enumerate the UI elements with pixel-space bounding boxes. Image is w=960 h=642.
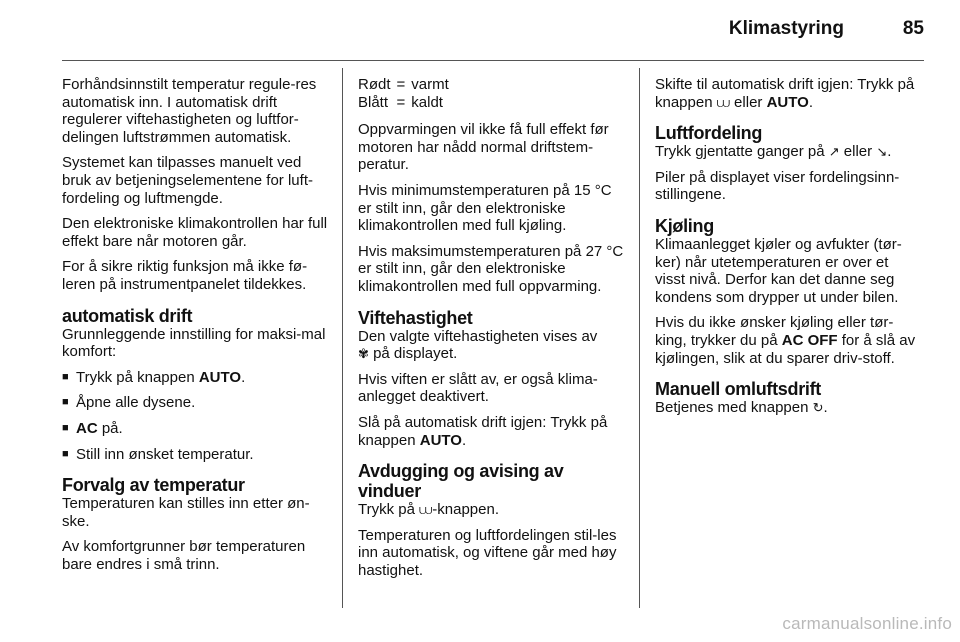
text: Trykk på knappen [76, 368, 199, 386]
text: . [887, 143, 892, 161]
column-3 [655, 76, 921, 425]
list-item [62, 420, 328, 438]
paragraph: Forhåndsinnstilt temperatur regule-res automatisk inn. I automatisk drift regulerer viftehastigheten og luftfor-delingen luftstrømmen automatisk. [62, 76, 317, 146]
legend-eq: = [396, 93, 406, 111]
text: Still inn ønsket temperatur. [76, 445, 254, 463]
paragraph: Piler på displayet viser fordelingsinn-stillingene. [655, 168, 900, 204]
text: . [241, 368, 246, 386]
paragraph: Grunnleggende innstilling for maksi-mal komfort: [62, 325, 326, 361]
paragraph [655, 399, 921, 417]
bullet-icon: ■ [62, 396, 69, 409]
watermark: carmanualsonline.info [782, 614, 952, 633]
paragraph: Temperaturen og luftfordelingen stil-les inn automatisk, og viftene går med høy hastighet. [358, 526, 617, 579]
text: Trykk på [358, 501, 420, 519]
paragraph: For å sikre riktig funksjon må ikke fø-leren på instrumentpanelet tildekkes. [62, 258, 308, 293]
text: eller [839, 143, 877, 161]
text: på displayet. [368, 345, 458, 363]
section-heading-fan: Viftehastighet [358, 307, 473, 328]
air-distribution-down-icon: ↘ [876, 144, 888, 160]
legend-key: Blått [358, 93, 389, 111]
header-rule [62, 60, 924, 61]
list-item [62, 394, 328, 412]
paragraph [655, 143, 921, 161]
auto-label: AUTO [766, 93, 809, 111]
text: Slå på automatisk drift igjen: Trykk på knappen [358, 413, 608, 449]
text: Den valgte viftehastigheten vises av [358, 327, 598, 345]
ac-label: AC [76, 419, 98, 437]
bullet-icon: ■ [62, 447, 69, 460]
auto-label: AUTO [419, 431, 462, 449]
ac-off-label: AC OFF [781, 331, 838, 349]
bullet-icon: ■ [62, 421, 69, 434]
paragraph: Systemet kan tilpasses manuelt ved bruk av betjeningselementene for luft-fordeling og luftmengde. [62, 154, 313, 207]
text: eller [729, 93, 767, 111]
section-heading-preset: Forvalg av temperatur [62, 475, 245, 496]
legend-value: kaldt [411, 93, 443, 111]
air-distribution-up-icon: ↗ [828, 144, 840, 160]
section-heading-distribution: Luftfordeling [655, 123, 763, 144]
auto-label: AUTO [198, 368, 242, 386]
section-heading-auto: automatisk drift [62, 305, 193, 326]
section-heading-defog: Avdugging og avising av vinduer [358, 461, 564, 502]
legend-row [358, 76, 455, 94]
chapter-title: Klimastyring [728, 18, 844, 39]
paragraph [358, 328, 624, 363]
text: -knappen. [432, 501, 499, 519]
legend-key: Rødt [358, 76, 391, 93]
paragraph: Klimaanlegget kjøler og avfukter (tør-ker) når utetemperaturen er over et visst nivå. Derfor kan det danne seg kondens som drypper ut under bilen. [655, 235, 902, 306]
list-item [62, 446, 328, 464]
legend-row [358, 94, 455, 112]
column-2 [358, 76, 624, 587]
paragraph: Temperaturen kan stilles inn etter øn-ske. [62, 495, 310, 530]
legend-value: varmt [411, 76, 449, 93]
defrost-icon: ⩊ [419, 502, 433, 518]
paragraph: Hvis maksimumstemperaturen på 27 °C er stilt inn, går den elektroniske klimakontrollen med full oppvarming. [358, 242, 624, 295]
text: Åpne alle dysene. [76, 394, 196, 412]
paragraph: Av komfortgrunner bør temperaturen bare endres i små trinn. [62, 538, 306, 573]
paragraph: Den elektroniske klimakontrollen har full effekt bare når motoren går. [62, 215, 328, 250]
recirculation-icon: ↻ [812, 400, 824, 416]
text: Trykk gjentatte ganger på [655, 143, 829, 161]
section-heading-cooling: Kjøling [655, 215, 714, 236]
fan-icon: ✾ [358, 346, 369, 362]
legend-eq: = [396, 76, 406, 93]
column-divider [639, 68, 640, 608]
paragraph [358, 501, 624, 519]
defrost-icon: ⩊ [716, 94, 730, 110]
text: for å slå av kjølingen, slik at du sparer driv-stoff. [655, 331, 916, 367]
bullet-icon: ■ [62, 370, 69, 383]
column-1 [62, 76, 328, 581]
text: Skifte til automatisk drift igjen: Trykk på knappen [655, 76, 915, 111]
text: Betjenes med knappen [655, 399, 813, 417]
text: . [823, 399, 828, 417]
text: på. [97, 419, 123, 437]
paragraph [655, 314, 921, 367]
paragraph: Hvis minimumstemperaturen på 15 °C er stilt inn, går den elektroniske klimakontrollen med full kjøling. [358, 181, 612, 235]
text: . [808, 93, 813, 111]
text: . [461, 431, 467, 449]
paragraph [655, 76, 921, 111]
section-heading-recirculation: Manuell omluftsdrift [655, 379, 821, 400]
page-number: 85 [902, 18, 924, 39]
column-divider [342, 68, 343, 608]
paragraph [358, 414, 624, 449]
paragraph: Hvis viften er slått av, er også klima-anlegget deaktivert. [358, 370, 598, 406]
color-legend [358, 76, 455, 111]
paragraph: Oppvarmingen vil ikke få full effekt før motoren har nådd normal driftstem-peratur. [358, 121, 609, 174]
list-item [62, 369, 328, 387]
text: Hvis du ikke ønsker kjøling eller tør-king, trykker du på [655, 314, 894, 349]
